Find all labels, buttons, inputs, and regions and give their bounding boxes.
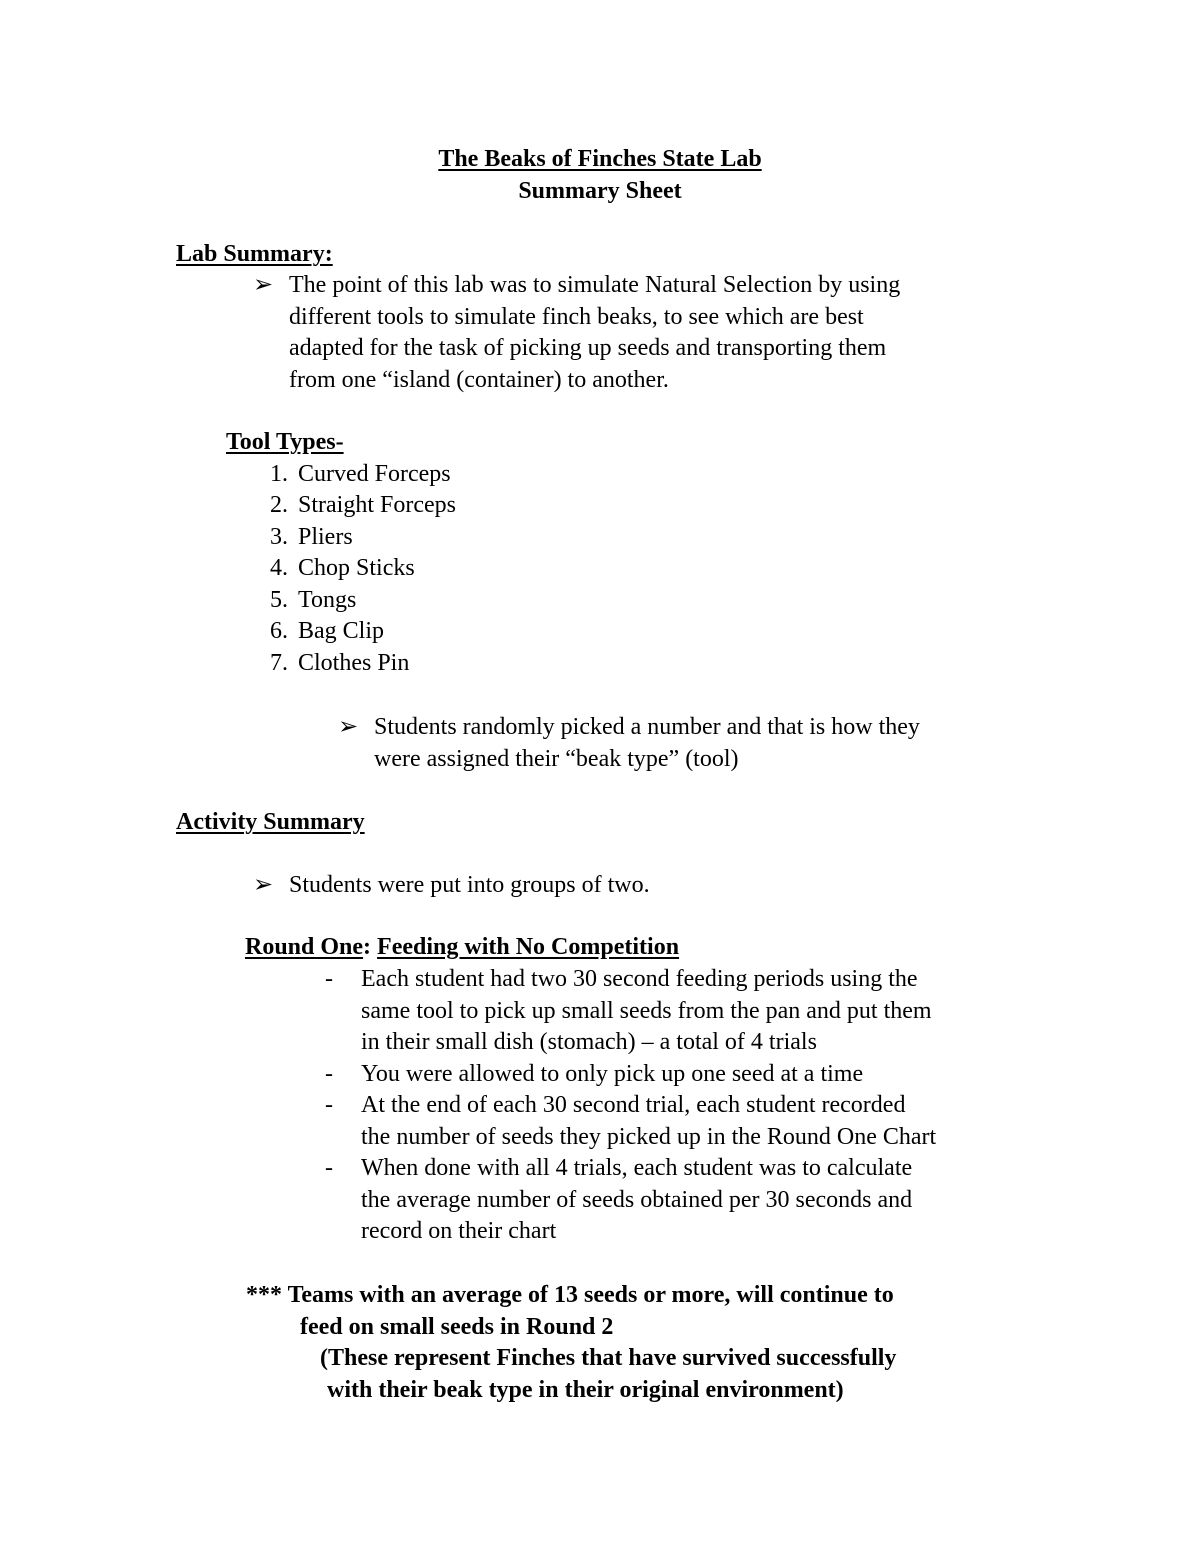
round-one-line: Each student had two 30 second feeding periods using the [361,966,918,992]
arrow-bullet-icon: ➢ [253,872,274,898]
round-one-line: You were allowed to only pick up one seed at a time [361,1061,864,1087]
tool-number: 1. [270,461,288,487]
tool-label: Pliers [298,524,353,550]
dash-bullet-icon: - [325,1092,333,1118]
tool-number: 6. [270,618,288,644]
tool-label: Clothes Pin [298,650,410,676]
tool-label: Chop Sticks [298,555,415,581]
note-line: with their beak type in their original environment) [327,1377,844,1403]
round-one-line: same tool to pick up small seeds from the pan and put them [361,997,932,1024]
round-one-heading [245,932,679,964]
document-subtitle: Summary Sheet [518,178,682,204]
arrow-bullet-icon: ➢ [338,714,359,740]
lab-summary-heading: Lab Summary: [176,241,333,267]
tool-number: 7. [270,650,288,676]
dash-bullet-icon: - [325,966,333,992]
arrow-bullet-icon: ➢ [253,272,274,298]
round-one-line: At the end of each 30 second trial, each student recorded [361,1092,906,1118]
tool-number: 2. [270,492,288,518]
document-title-text: The Beaks of Finches State Lab [438,146,762,172]
round-one-label: Round One [245,934,364,960]
tool-label: Straight Forceps [298,492,456,518]
tool-label: Tongs [298,587,357,613]
note-line: (These represent Finches that have survived successfully [320,1345,897,1371]
lab-summary-line: from one “island (container) to another. [289,366,669,393]
tool-label: Bag Clip [298,618,385,644]
note-line: feed on small seeds in Round 2 [300,1314,614,1340]
tool-label: Curved Forceps [298,461,451,487]
tool-number: 4. [270,555,288,581]
activity-summary-line: Students were put into groups of two. [289,872,650,898]
lab-summary-line: different tools to simulate finch beaks, to see which are best [289,303,864,330]
round-one-line: in their small dish (stomach) – a total of 4 trials [361,1029,817,1055]
dash-bullet-icon: - [325,1061,333,1087]
round-one-line: the average number of seeds obtained per 30 seconds and [361,1186,913,1213]
round-one-colon: : [363,934,372,960]
lab-summary-line: adapted for the task of picking up seeds and transporting them [289,335,887,361]
document-title [0,144,1200,176]
round-one-line: When done with all 4 trials, each student was to calculate [361,1155,913,1181]
round-one-title: Feeding with No Competition [377,934,680,960]
lab-summary-line: The point of this lab was to simulate Natural Selection by using [289,272,901,298]
tool-number: 3. [270,524,288,550]
tool-assignment-line: Students randomly picked a number and that is how they [374,714,920,740]
note-line: *** Teams with an average of 13 seeds or more, will continue to [246,1282,894,1308]
activity-summary-heading: Activity Summary [176,809,365,835]
round-one-line: record on their chart [361,1218,557,1244]
tool-assignment-line: were assigned their “beak type” (tool) [374,745,739,772]
tool-types-heading: Tool Types- [226,429,344,455]
dash-bullet-icon: - [325,1155,333,1181]
round-one-line: the number of seeds they picked up in the Round One Chart [361,1123,937,1150]
tool-number: 5. [270,587,288,613]
